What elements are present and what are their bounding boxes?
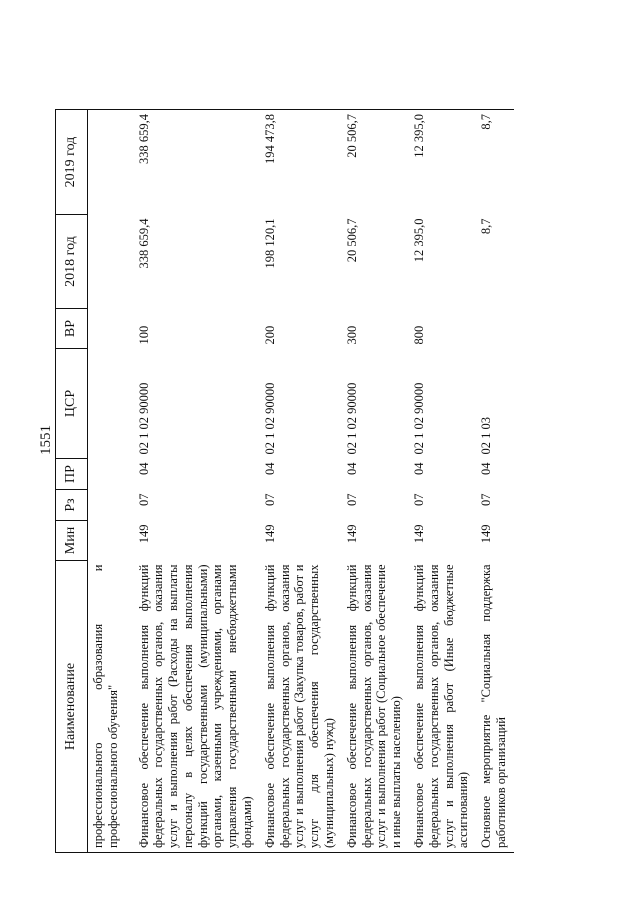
row-csr: 02 1 02 90000 bbox=[262, 382, 277, 455]
row-2019: 12 395,0 bbox=[409, 110, 476, 215]
row-rz: 07 bbox=[479, 493, 494, 506]
row-name: Финансовое обеспечение выполнения функций федеральных государственных органов, оказания услуг и выполнения работ (Иные бюджетные ассигнования) bbox=[409, 561, 476, 853]
col-header-min: Мин bbox=[56, 521, 88, 561]
row-2019: 20 506,7 bbox=[342, 110, 409, 215]
row-vr: 300 bbox=[344, 325, 359, 345]
row-pr: 04 bbox=[479, 462, 494, 475]
row-rz: 07 bbox=[344, 493, 359, 506]
col-header-2019: 2019 год bbox=[56, 110, 88, 215]
row-min: 149 bbox=[412, 524, 427, 544]
row-name: Финансовое обеспечение выполнения функций федеральных государственных органов, оказания услуг и выполнения работ (Социальное обеспечение и иные выплаты населению) bbox=[342, 561, 409, 853]
row-min: 149 bbox=[479, 524, 494, 544]
row-csr: 02 1 02 90000 bbox=[344, 382, 359, 455]
row-pr: 04 bbox=[344, 462, 359, 475]
col-header-csr: ЦСР bbox=[56, 349, 88, 459]
row-2019: 8,7 bbox=[476, 110, 514, 215]
row-min: 149 bbox=[262, 524, 277, 544]
row-min: 149 bbox=[136, 524, 151, 544]
row-vr bbox=[88, 309, 134, 349]
table-row bbox=[88, 110, 134, 853]
row-csr bbox=[88, 349, 134, 459]
col-header-vr: ВР bbox=[56, 309, 88, 349]
row-name: профессионального образования и профессионального обучения" bbox=[88, 561, 134, 853]
table-row bbox=[476, 110, 514, 853]
row-rz: 07 bbox=[412, 493, 427, 506]
row-vr: 100 bbox=[136, 325, 151, 345]
row-pr: 04 bbox=[412, 462, 427, 475]
row-rz bbox=[88, 490, 134, 521]
row-2018: 8,7 bbox=[479, 218, 494, 235]
row-2018: 338 659,4 bbox=[136, 218, 151, 269]
row-2018: 20 506,7 bbox=[344, 218, 359, 263]
row-csr: 02 1 03 bbox=[479, 417, 494, 455]
row-csr: 02 1 02 90000 bbox=[412, 382, 427, 455]
row-2019: 338 659,4 bbox=[134, 110, 260, 215]
row-vr: 200 bbox=[262, 325, 277, 345]
row-rz: 07 bbox=[262, 493, 277, 506]
row-pr: 04 bbox=[136, 462, 151, 475]
row-2019 bbox=[88, 110, 134, 215]
page-number: 1551 bbox=[38, 425, 54, 455]
col-header-name: Наименование bbox=[56, 561, 88, 853]
row-name: Основное мероприятие "Социальная поддержка работников организаций bbox=[476, 561, 514, 853]
row-min bbox=[88, 521, 134, 561]
table-row bbox=[342, 110, 409, 853]
row-csr: 02 1 02 90000 bbox=[136, 382, 151, 455]
row-pr: 04 bbox=[262, 462, 277, 475]
row-name: Финансовое обеспечение выполнения функций федеральных государственных органов, оказания услуг и выполнения работ (Расходы на выплаты персоналу в целях обеспечения выполнения функций государственными (муниципальными) органами, казенными учреждениями, органами управления государственными внебюджетными фондами) bbox=[134, 561, 260, 853]
table-row bbox=[409, 110, 476, 853]
row-vr bbox=[476, 309, 514, 349]
row-name: Финансовое обеспечение выполнения функций федеральных государственных органов, оказания услуг и выполнения работ (Закупка товаров, работ и услуг для обеспечения государственных (муниципальных) нужд) bbox=[260, 561, 342, 853]
row-rz: 07 bbox=[136, 493, 151, 506]
table-row bbox=[134, 110, 260, 853]
row-2018: 198 120,1 bbox=[262, 218, 277, 269]
row-vr: 800 bbox=[412, 325, 427, 345]
table-header-row bbox=[56, 110, 88, 853]
row-pr bbox=[88, 459, 134, 490]
row-2018 bbox=[88, 215, 134, 309]
col-header-rz: Рз bbox=[56, 490, 88, 521]
row-2018: 12 395,0 bbox=[412, 218, 427, 263]
col-header-pr: ПР bbox=[56, 459, 88, 490]
budget-table bbox=[55, 109, 514, 853]
row-min: 149 bbox=[344, 524, 359, 544]
col-header-2018: 2018 год bbox=[56, 215, 88, 309]
table-row bbox=[260, 110, 342, 853]
row-2019: 194 473,8 bbox=[260, 110, 342, 215]
